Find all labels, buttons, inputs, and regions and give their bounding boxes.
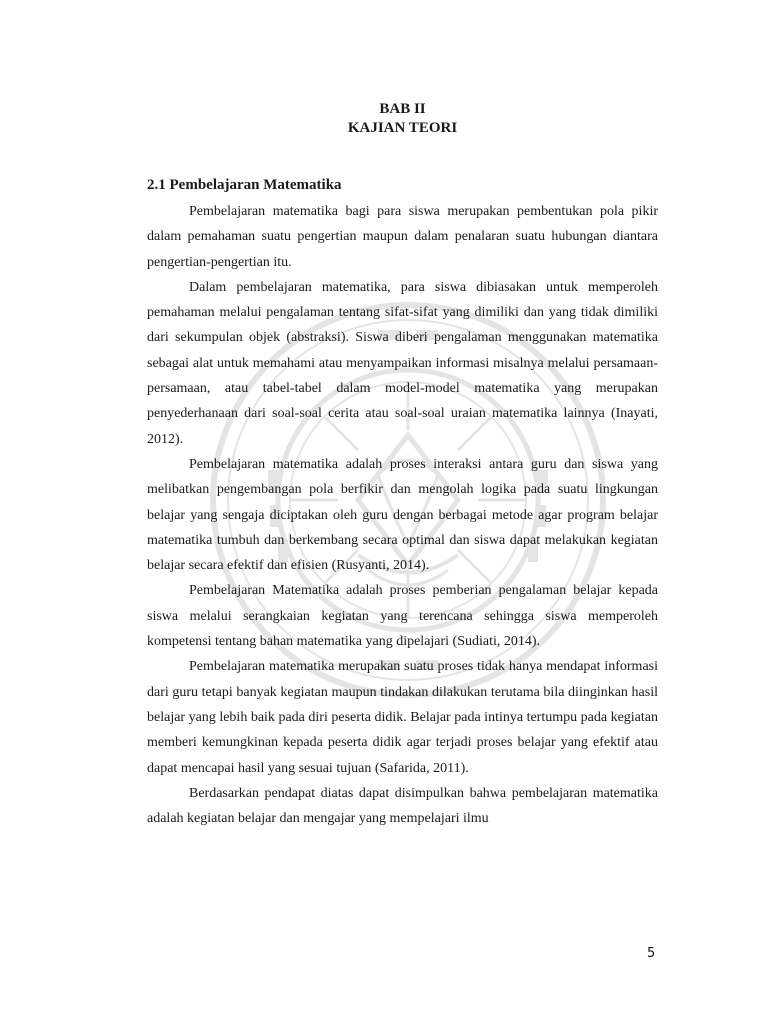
paragraph-2: Dalam pembelajaran matematika, para siswa dibiasakan untuk memperoleh pemahaman melalui pengalaman tentang sifat-sifat yang dimiliki dan yang tidak dimiliki dari sekumpulan objek (abstraksi). Siswa diberi pengalaman menggunakan matematika sebagai alat untuk memahami atau menyampaikan informasi misalnya melalui persamaan-persamaan, atau tabel-tabel dalam model-model matematika yang merupakan penyederhanaan dari soal-soal cerita atau soal-soal uraian matematika lainnya (Inayati, 2012).	[147, 279, 658, 447]
chapter-number: BAB II	[379, 101, 426, 117]
paragraph-4: Pembelajaran Matematika adalah proses pemberian pengalaman belajar kepada siswa melalui serangkaian kegiatan yang terencana sehingga siswa memperoleh kompetensi tentang bahan matematika yang dipelajari (Sudiati, 2014).	[147, 583, 658, 650]
document-body	[147, 100, 658, 831]
page-number: 5	[647, 946, 656, 961]
paragraph-3: Pembelajaran matematika adalah proses interaksi antara guru dan siswa yang melibatkan pengembangan pola berfikir dan mengolah logika pada suatu lingkungan belajar yang sengaja diciptakan oleh guru dengan berbagai metode agar program belajar matematika tumbuh dan berkembang secara optimal dan siswa dapat melakukan kegiatan belajar secara efektif dan efisien (Rusyanti, 2014).	[147, 456, 658, 574]
paragraph-5: Pembelajaran matematika merupakan suatu proses tidak hanya mendapat informasi dari guru tetapi banyak kegiatan maupun tindakan dilakukan terutama bila diinginkan hasil belajar yang lebih baik pada diri peserta didik. Belajar pada intinya tertumpu pada kegiatan memberi kemungkinan kepada peserta didik agar terjadi proses belajar yang efektif atau dapat mencapai hasil yang sesuai tujuan (Safarida, 2011).	[147, 659, 658, 776]
section-heading: 2.1 Pembelajaran Matematika	[147, 177, 342, 193]
chapter-title: KAJIAN TEORI	[347, 120, 458, 136]
paragraph-1: Pembelajaran matematika bagi para siswa merupakan pembentukan pola pikir dalam pemahaman suatu pengertian maupun dalam penalaran suatu hubungan diantara pengertian-pengertian itu.	[147, 204, 658, 270]
paragraph-6: Berdasarkan pendapat diatas dapat disimpulkan bahwa pembelajaran matematika adalah kegiatan belajar dan mengajar yang mempelajari ilmu	[147, 785, 658, 827]
